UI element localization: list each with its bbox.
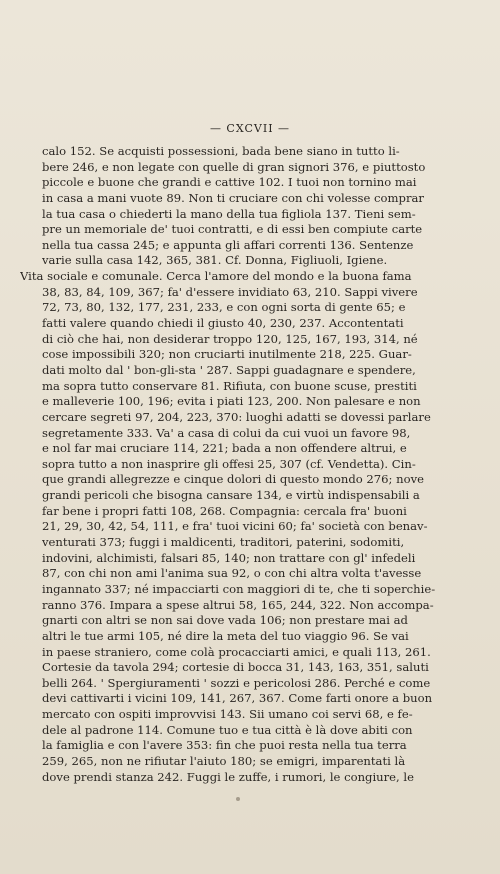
text-line: altri le tue armi 105, né dire la meta del tuo viaggio 96. Se vai (42, 628, 409, 643)
text-line: segretamente 333. Va' a casa di colui da cui vuoi un favore 98, (42, 425, 411, 440)
text-line: pre un memoriale de' tuoi contratti, e di essi ben compiute carte (42, 222, 423, 237)
text-line: la famiglia e con l'avere 353: fin che puoi resta nella tua terra (42, 738, 407, 753)
text-line: e malleverie 100, 196; evita i piati 123, 200. Non palesare e non (42, 394, 421, 409)
text-line: mercato con ospiti improvvisi 143. Sii umano coi servi 68, e fe- (42, 707, 413, 722)
text-line: que grandi allegrezze e cinque dolori di questo mondo 276; nove (42, 472, 424, 487)
text-line: varie sulla casa 142, 365, 381. Cf. Donna, Figliuoli, Igiene. (42, 253, 388, 268)
text-line: dele al padrone 114. Comune tuo e tua città è là dove abiti con (42, 722, 413, 737)
text-line: far bene i propri fatti 108, 268. Compagnia: cercala fra' buoni (42, 503, 407, 518)
text-body (20, 144, 460, 785)
text-line: bere 246, e non legate con quelle di gran signori 376, e piuttosto (42, 159, 426, 174)
paper-speck (236, 797, 240, 801)
text-line: nella tua cassa 245; e appunta gli affari correnti 136. Sentenze (42, 237, 414, 252)
text-line: 21, 29, 30, 42, 54, 111, e fra' tuoi vicini 60; fa' società con benav- (42, 519, 428, 534)
text-line: piccole e buone che grandi e cattive 102. I tuoi non tornino mai (42, 175, 417, 190)
text-line: Cortesie da tavola 294; cortesie di bocca 31, 143, 163, 351, saluti (42, 660, 429, 675)
text-line: la tua casa o chiederti la mano della tua figliola 137. Tieni sem- (42, 206, 416, 221)
text-line: 87, con chi non ami l'anima sua 92, o con chi altra volta t'avesse (42, 566, 422, 581)
text-line: grandi pericoli che bisogna cansare 134, e virtù indispensabili a (42, 488, 420, 503)
text-line: di ciò che hai, non desiderar troppo 120, 125, 167, 193, 314, né (42, 331, 418, 346)
text-line: e nol far mai cruciare 114, 221; bada a non offendere altrui, e (42, 441, 407, 456)
text-line: sopra tutto a non inasprire gli offesi 25, 307 (cf. Vendetta). Cin- (42, 456, 416, 471)
text-line: gnarti con altri se non sai dove vada 106; non prestare mai ad (42, 613, 408, 628)
text-line: cose impossibili 320; non cruciarti inutilmente 218, 225. Guar- (42, 347, 412, 362)
text-line: ranno 376. Impara a spese altrui 58, 165, 244, 322. Non accompa- (42, 597, 434, 612)
text-line: fatti valere quando chiedi il giusto 40, 230, 237. Accontentati (42, 316, 404, 331)
text-line: 259, 265, non ne rifiutar l'aiuto 180; se emigri, imparentati là (42, 753, 406, 768)
text-line: dove prendi stanza 242. Fuggi le zuffe, i rumori, le congiure, le (42, 769, 414, 784)
text-line: 72, 73, 80, 132, 177, 231, 233, e con ogni sorta di gente 65; e (42, 300, 406, 315)
text-line: ma sopra tutto conservare 81. Rifiuta, con buone scuse, prestiti (42, 378, 417, 393)
text-line: in paese straniero, come colà procacciarti amici, e quali 113, 261. (42, 644, 431, 659)
text-line: calo 152. Se acquisti possessioni, bada bene siano in tutto li- (42, 144, 400, 158)
text-line: in casa a mani vuote 89. Non ti cruciare con chi volesse comprar (42, 190, 424, 205)
text-line: venturati 373; fuggi i maldicenti, traditori, paterini, sodomiti, (42, 535, 405, 550)
text-line: 38, 83, 84, 109, 367; fa' d'essere invidiato 63, 210. Sappi vivere (42, 284, 418, 299)
text-line: belli 264. ' Spergiuramenti ' sozzi e pericolosi 286. Perché e come (42, 675, 431, 690)
text-line: devi cattivarti i vicini 109, 141, 267, 367. Come farti onore a buon (42, 691, 433, 706)
text-line: cercare segreti 97, 204, 223, 370: luoghi adatti se dovessi parlare (42, 409, 431, 424)
text-line: ingannato 337; né impacciarti con maggiori di te, che ti soperchie- (42, 581, 436, 596)
section-heading-line: Vita sociale e comunale. Cerca l'amore del mondo e la buona fama (20, 269, 412, 284)
text-line: dati molto dal ' bon-gli-sta ' 287. Sappi guadagnare e spendere, (42, 362, 416, 377)
text-line: indovini, alchimisti, falsari 85, 140; non trattare con gl' infedeli (42, 550, 416, 565)
page-number: — CXCVII — (209, 122, 291, 135)
